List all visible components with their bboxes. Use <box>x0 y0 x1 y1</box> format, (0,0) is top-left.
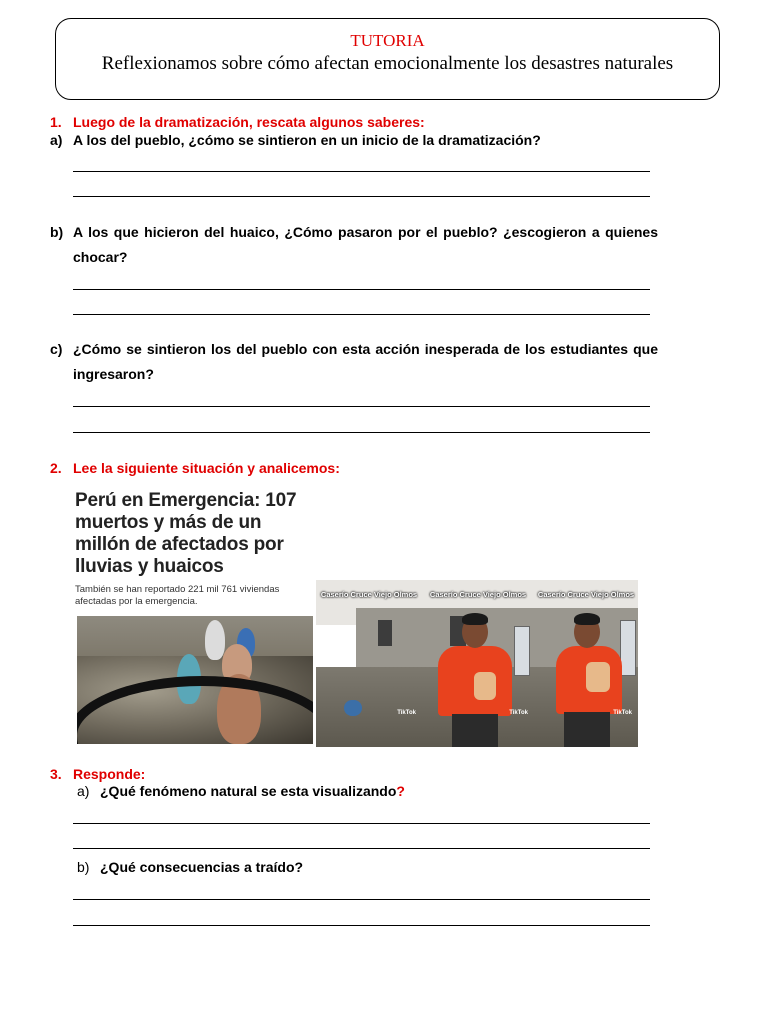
man-hair <box>574 613 600 625</box>
tiktok-frame-3 <box>534 580 638 747</box>
machine <box>620 620 636 676</box>
title-box <box>55 18 720 100</box>
bread-bag <box>586 662 610 692</box>
page-subtitle: Reflexionamos sobre cómo afectan emocionalmente los desastres naturales <box>101 53 674 74</box>
bread-bag <box>474 672 496 700</box>
question-text: A los que hicieron del huaico, ¿Cómo pasaron por el pueblo? ¿escogieron a quienes chocar? <box>73 224 658 265</box>
tiktok-logo-icon: TikTok <box>509 710 528 716</box>
section-2-number: 2. <box>50 460 62 476</box>
question-1c <box>50 337 658 387</box>
tiktok-frame-1 <box>316 580 422 747</box>
muddy-ground <box>316 667 422 747</box>
question-label: a) <box>77 783 90 799</box>
section-2-heading: Lee la siguiente situación y analicemos: <box>73 460 340 476</box>
answer-line[interactable] <box>73 406 650 407</box>
answer-line[interactable] <box>73 314 650 315</box>
question-label: b) <box>77 859 90 875</box>
man-pants <box>564 712 610 747</box>
man-pants <box>452 714 498 747</box>
person-figure <box>344 700 362 716</box>
question-text: ¿Qué consecuencias a traído? <box>100 859 304 875</box>
news-subheadline: También se han reportado 221 mil 761 viviendas afectadas por la emergencia. <box>75 584 280 607</box>
section-3-heading: Responde: <box>73 766 146 782</box>
section-1-heading: Luego de la dramatización, rescata algunos saberes: <box>73 114 425 130</box>
answer-line[interactable] <box>73 171 650 172</box>
flood-victims-photo <box>77 616 313 744</box>
question-text: ¿Qué fenómeno natural se esta visualizando <box>100 783 397 799</box>
video-caption: Caserío Cruce Viejo Olmos <box>320 590 418 599</box>
answer-line[interactable] <box>73 899 650 900</box>
question-1a <box>50 128 660 153</box>
answer-line[interactable] <box>73 823 650 824</box>
tiktok-frame-2 <box>422 580 534 747</box>
question-label: c) <box>50 341 63 357</box>
question-label: a) <box>50 132 63 148</box>
answer-line[interactable] <box>73 196 650 197</box>
person-figure <box>205 620 225 660</box>
answer-line[interactable] <box>73 848 650 849</box>
video-caption: Caserío Cruce Viejo Olmos <box>429 590 527 599</box>
man-hair <box>462 613 488 625</box>
question-text: A los del pueblo, ¿cómo se sintieron en un inicio de la dramatización? <box>73 132 541 148</box>
news-headline: Perú en Emergencia: 107 muertos y más de un millón de afectados por lluvias y huaicos <box>75 490 297 577</box>
tiktok-logo-icon: TikTok <box>397 710 416 716</box>
question-3b <box>77 855 657 880</box>
page-title: TUTORIA <box>350 31 425 50</box>
question-1b <box>50 220 658 270</box>
video-caption: Caserío Cruce Viejo Olmos <box>537 590 635 599</box>
question-3a <box>77 779 657 804</box>
section-2-title <box>50 460 340 476</box>
section-3-number: 3. <box>50 766 62 782</box>
section-1-number: 1. <box>50 114 62 130</box>
answer-line[interactable] <box>73 432 650 433</box>
question-text: ¿Cómo se sintieron los del pueblo con esta acción inesperada de los estudiantes que ingresaron? <box>73 341 658 382</box>
question-mark: ? <box>396 783 405 799</box>
machine <box>514 626 530 676</box>
decorative-line <box>73 99 107 100</box>
house-door <box>378 620 392 646</box>
answer-line[interactable] <box>73 289 650 290</box>
answer-line[interactable] <box>73 925 650 926</box>
tiktok-logo-icon: TikTok <box>613 710 632 716</box>
question-label: b) <box>50 224 64 240</box>
news-clipping <box>75 490 315 608</box>
